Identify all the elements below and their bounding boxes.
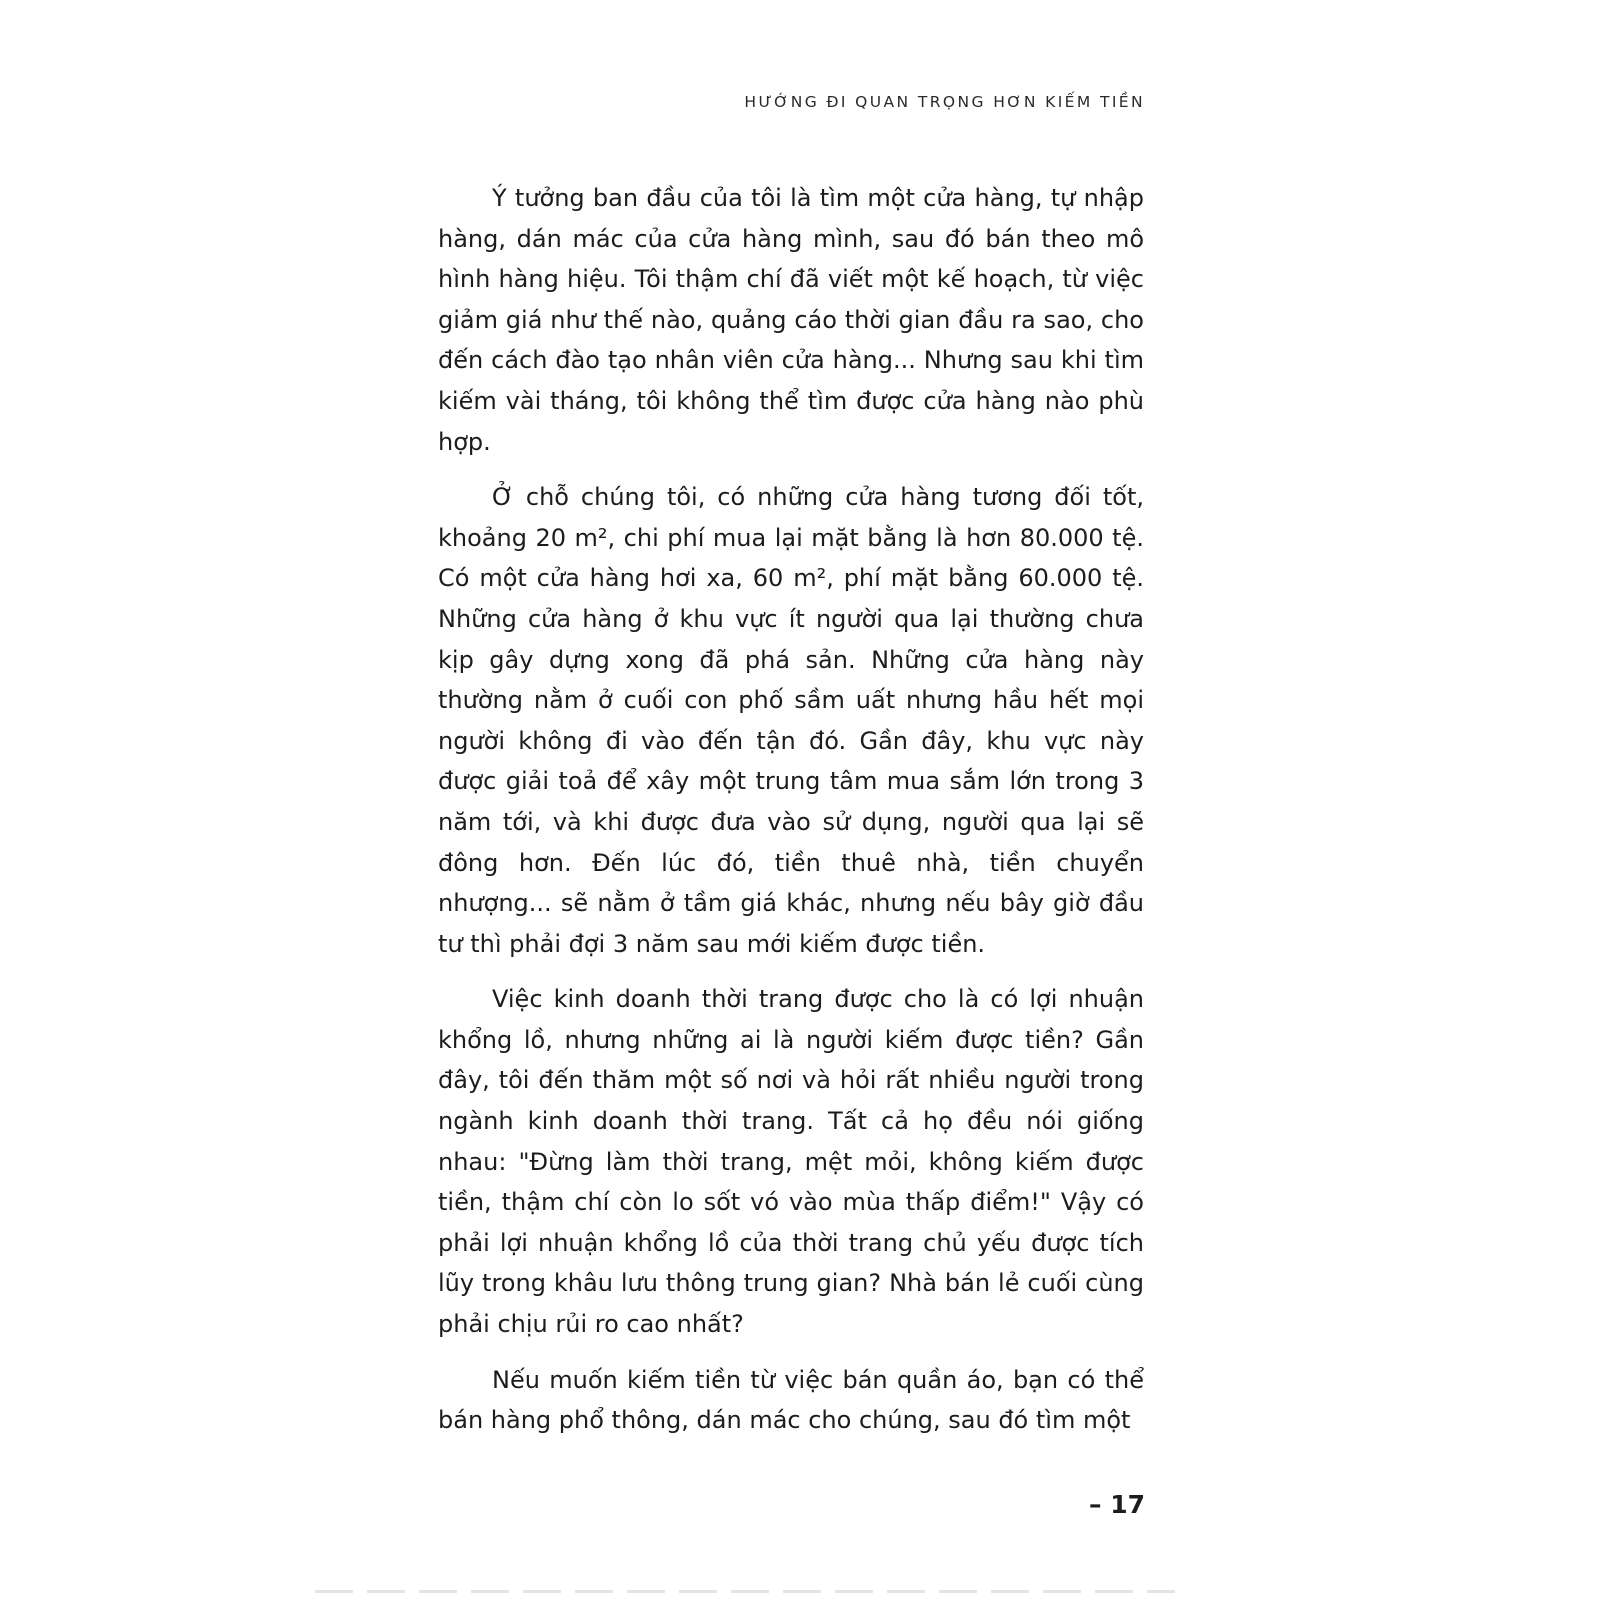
scan-edge-divider [315, 1590, 1175, 1593]
paragraph: Ý tưởng ban đầu của tôi là tìm một cửa hàng, tự nhập hàng, dán mác của cửa hàng mình, sau đó bán theo mô hình hàng hiệu. Tôi thậm chí đã viết một kế hoạch, từ việc giảm giá như thế nào, quảng cáo thời gian đầu ra sao, cho đến cách đào tạo nhân viên cửa hàng... Nhưng sau khi tìm kiếm vài tháng, tôi không thể tìm được cửa hàng nào phù hợp. [438, 184, 1144, 456]
paragraph: Ở chỗ chúng tôi, có những cửa hàng tương đối tốt, khoảng 20 m², chi phí mua lại mặt bằng là hơn 80.000 tệ. Có một cửa hàng hơi xa, 60 m², phí mặt bằng 60.000 tệ. Những cửa hàng ở khu vực ít người qua lại thường chưa kịp gây dựng xong đã phá sản. Những cửa hàng này thường nằm ở cuối con phố sầm uất nhưng hầu hết mọi người không đi vào đến tận đó. Gần đây, khu vực này được giải toả để xây một trung tâm mua sắm lớn trong 3 năm tới, và khi được đưa vào sử dụng, người qua lại sẽ đông hơn. Đến lúc đó, tiền thuê nhà, tiền chuyển nhượng... sẽ nằm ở tầm giá khác, nhưng nếu bây giờ đầu tư thì phải đợi 3 năm sau mới kiếm được tiền. [438, 483, 1144, 958]
paragraph: Nếu muốn kiếm tiền từ việc bán quần áo, bạn có thể bán hàng phổ thông, dán mác cho chúng, sau đó tìm một [438, 1365, 1144, 1435]
paragraph: Việc kinh doanh thời trang được cho là có lợi nhuận khổng lồ, nhưng những ai là người kiếm được tiền? Gần đây, tôi đến thăm một số nơi và hỏi rất nhiều người trong ngành kinh doanh thời trang. Tất cả họ đều nói giống nhau: "Đừng làm thời trang, mệt mỏi, không kiếm được tiền, thậm chí còn lo sốt vó vào mùa thấp điểm!" Vậy có phải lợi nhuận khổng lồ của thời trang chủ yếu được tích lũy trong khâu lưu thông trung gian? Nhà bán lẻ cuối cùng phải chịu rủi ro cao nhất? [438, 985, 1144, 1339]
running-header: HƯỚNG ĐI QUAN TRỌNG HƠN KIẾM TIỀN [744, 93, 1145, 111]
page-number: – 17 [1089, 1490, 1145, 1519]
body-text [438, 178, 1144, 1441]
